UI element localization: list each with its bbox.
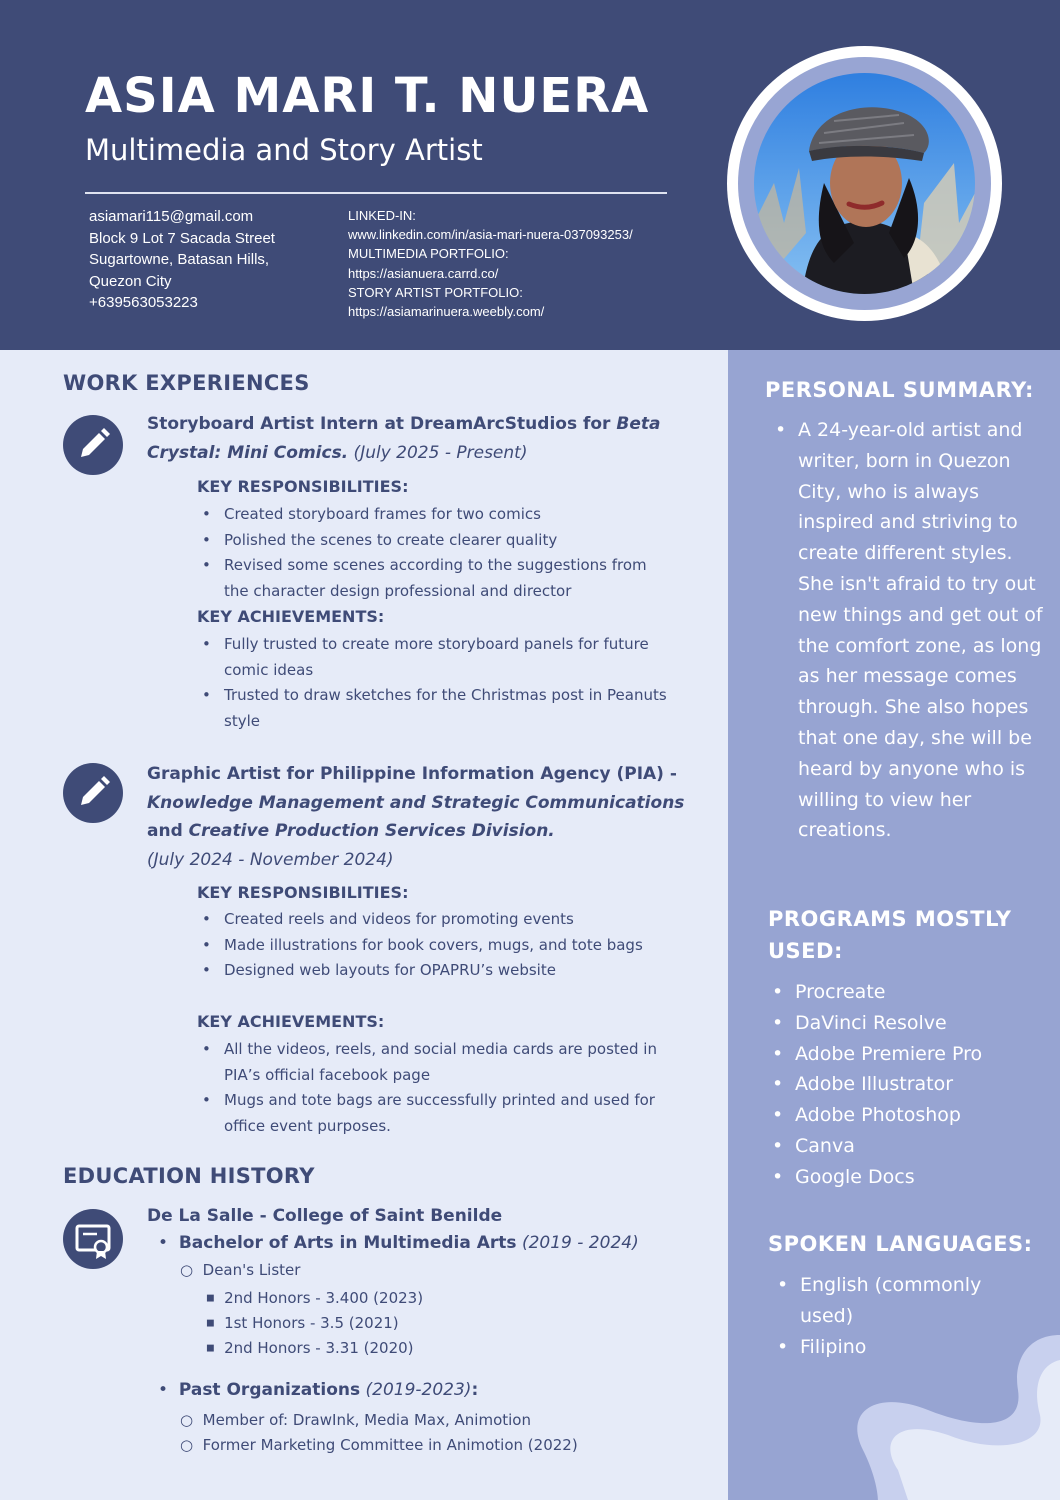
list-item: • Designed web layouts for OPAPRU’s website <box>200 958 670 984</box>
profile-photo <box>754 73 975 294</box>
list-item: • Created reels and videos for promoting events <box>200 907 670 933</box>
job-2-achievements <box>200 1037 670 1139</box>
job-2-conjunction: and <box>147 821 189 841</box>
job-1-achievements <box>200 632 670 734</box>
work-experiences-title: WORK EXPERIENCES <box>63 371 310 395</box>
address-line-2: Sugartowne, Batasan Hills, <box>89 251 270 268</box>
list-item: • Adobe Illustrator <box>765 1069 1050 1100</box>
list-item: • Polished the scenes to create clearer quality <box>200 528 670 554</box>
list-item: ■ 2nd Honors - 3.31 (2020) <box>206 1338 414 1357</box>
bullet: • <box>158 1233 169 1253</box>
honors-list <box>206 1286 423 1360</box>
job-2-division-2: Creative Production Services Division. <box>188 821 555 841</box>
programs-title: PROGRAMS MOSTLY USED: <box>768 907 1012 963</box>
list-item: • Procreate <box>765 977 1050 1008</box>
job-2-responsibilities <box>200 907 670 984</box>
list-item: • Canva <box>765 1131 1050 1162</box>
list-item: ○ Member of: DrawInk, Media Max, Animotion <box>180 1411 531 1429</box>
candidate-name: ASIA MARI T. NUERA <box>85 68 650 124</box>
job-2-role: Graphic Artist for Philippine Information Agency (PIA) - <box>147 764 677 784</box>
bullet: • <box>158 1380 169 1400</box>
organizations-label: Past Organizations <box>178 1380 361 1400</box>
list-item: ■ 2nd Honors - 3.400 (2023) <box>206 1289 424 1307</box>
languages-list <box>770 1270 1010 1362</box>
story-portfolio-label: STORY ARTIST PORTFOLIO: <box>348 284 523 300</box>
list-item: • Fully trusted to create more storyboard panels for future comic ideas <box>200 632 670 683</box>
organizations-line <box>158 1380 478 1400</box>
personal-summary-title: PERSONAL SUMMARY: <box>765 378 1034 402</box>
pencil-icon <box>63 415 123 475</box>
list-item: • Revised some scenes according to the suggestions from the character design professional and director <box>200 553 670 604</box>
personal-summary <box>768 415 1053 846</box>
job-1-dates: (July 2025 - Present) <box>348 442 528 463</box>
job-2-division-1: Knowledge Management and Strategic Communications <box>147 792 685 813</box>
job-2-responsibilities-label: KEY RESPONSIBILITIES: <box>197 883 409 902</box>
header-divider <box>85 192 667 194</box>
award-line <box>180 1261 300 1279</box>
job-2-dates: (July 2024 - November 2024) <box>147 849 394 870</box>
list-item: • Mugs and tote bags are successfully printed and used for office event purposes. <box>200 1088 670 1139</box>
job-1-responsibilities-label: KEY RESPONSIBILITIES: <box>197 477 409 496</box>
linkedin-label: LINKED-IN: <box>348 208 416 223</box>
job-title-1 <box>147 410 707 467</box>
list-item: • Adobe Premiere Pro <box>765 1039 1050 1070</box>
job-1-role: Storyboard Artist Intern at DreamArcStudios for <box>147 414 617 434</box>
job-1-project: Beta Crystal: Mini Comics. <box>147 414 661 463</box>
list-item: • Adobe Photoshop <box>765 1100 1050 1131</box>
degree-line <box>158 1233 639 1253</box>
address-line-1: Block 9 Lot 7 Sacada Street <box>89 229 275 247</box>
list-item: • Trusted to draw sketches for the Christmas post in Peanuts style <box>200 683 670 734</box>
list-item: • Created storyboard frames for two comics <box>200 502 670 528</box>
job-2-achievements-label: KEY ACHIEVEMENTS: <box>197 1012 385 1031</box>
job-title-2 <box>147 760 692 874</box>
summary-text: • A 24-year-old artist and writer, born in Quezon City, who is always inspired and striving to create different styles. She isn't afraid to try out new things and get out of the comfort zone, as long as her message comes through. She also hopes that one day, she will be heard by anyone who is willing to view her creations. <box>768 415 1053 846</box>
multimedia-portfolio-label: MULTIMEDIA PORTFOLIO: <box>348 246 509 262</box>
organizations-dates: (2019-2023) <box>365 1380 472 1400</box>
list-item: • English (commonly used) <box>770 1270 1010 1332</box>
award: Dean's Lister <box>202 1261 301 1279</box>
email[interactable]: asiamari115@gmail.com <box>89 208 254 225</box>
list-item: • Google Docs <box>765 1162 1050 1193</box>
list-item: ○ Former Marketing Committee in Animotion (2022) <box>180 1435 578 1454</box>
list-item: • All the videos, reels, and social media cards are posted in PIA’s official facebook page <box>200 1037 670 1088</box>
job-1-responsibilities <box>200 502 670 604</box>
candidate-role: Multimedia and Story Artist <box>85 133 483 167</box>
list-item: • Made illustrations for book covers, mugs, and tote bags <box>200 933 670 959</box>
job-1-achievements-label: KEY ACHIEVEMENTS: <box>197 607 385 626</box>
multimedia-portfolio-link[interactable]: https://asianuera.carrd.co/ <box>348 265 499 281</box>
list-item: • DaVinci Resolve <box>765 1008 1050 1039</box>
degree-name: Bachelor of Arts in Multimedia Arts <box>178 1233 517 1253</box>
school-name: De La Salle - College of Saint Benilde <box>147 1206 503 1226</box>
bullet: ○ <box>180 1261 194 1279</box>
sidebar <box>728 350 1060 1500</box>
organizations-colon: : <box>471 1380 479 1400</box>
organizations-list <box>180 1408 578 1457</box>
linkedin-link[interactable]: www.linkedin.com/in/asia-mari-nuera-037093253/ <box>348 227 633 243</box>
languages-title: SPOKEN LANGUAGES: <box>768 1232 1033 1256</box>
degree-dates: (2019 - 2024) <box>521 1233 639 1253</box>
phone[interactable]: +639563053223 <box>89 294 198 311</box>
pencil-icon <box>63 763 123 823</box>
programs-list <box>765 977 1050 1193</box>
list-item: • Filipino <box>770 1332 1010 1363</box>
education-title: EDUCATION HISTORY <box>63 1164 315 1188</box>
links <box>348 206 633 321</box>
story-portfolio-link[interactable]: https://asiamarinuera.weebly.com/ <box>348 304 545 320</box>
header <box>0 0 1060 350</box>
list-item: ■ 1st Honors - 3.5 (2021) <box>206 1313 399 1332</box>
contact-details <box>89 206 275 314</box>
certificate-icon <box>63 1209 123 1269</box>
address-line-3: Quezon City <box>89 272 172 290</box>
